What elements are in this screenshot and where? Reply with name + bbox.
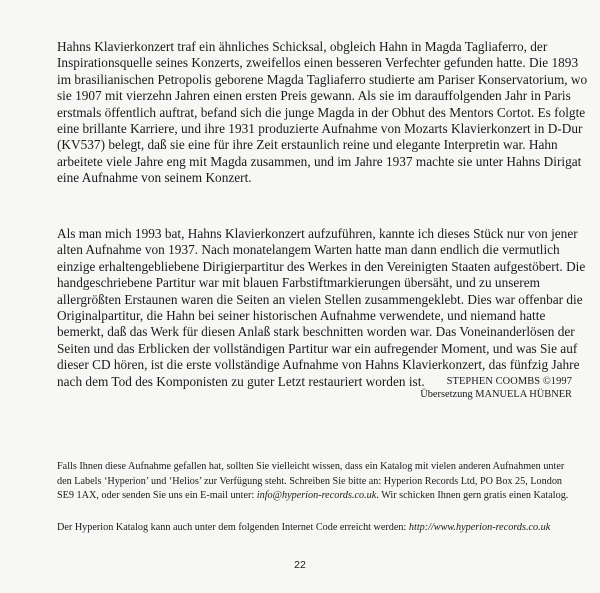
- catalog-note-text-after: . Wir schicken Ihnen gern gratis einen Katalog.: [376, 490, 569, 501]
- page-number: 22: [294, 559, 306, 571]
- catalog-note-text: Falls Ihnen diese Aufnahme gefallen hat, sollten Sie vielleicht wissen, dass ein Katalog mit vielen anderen Aufnahmen unter den Labels ‘Hyperion’ und ‘Helios’ zur Verfügung steht. Schreiben Sie bitte an: Hyperion Records Ltd, PO Box 25, London SE9 1AX, oder senden Sie uns ein E-mail unter:: [57, 461, 565, 501]
- website-link[interactable]: http://www.hyperion-records.co.uk: [408, 522, 551, 533]
- translation-credit: Übersetzung MANUELA HÜBNER: [420, 389, 572, 400]
- internet-note-text: Der Hyperion Katalog kann auch unter dem folgenden Internet Code erreicht werden:: [57, 522, 409, 533]
- body-paragraph-1: Hahns Klavierkonzert traf ein ähnliches Schicksal, obgleich Hahn in Magda Tagliaferro, der Inspirationsquelle seines Konzerts, zweifellos einen besseren Verfechter gefunden hatte. Die 1893 im brasilianischen Petropolis geborene Magda Tagliaferro studierte am Pariser Konservatorium, wo sie 1907 mit vierzehn Jahren einen ersten Preis gewann. Als sie im darauffolgenden Jahr in Paris erstmals öffentlich auftrat, befand sich die junge Magda in der Obhut des Mentors Cortot. Es folgte eine brillante Karriere, und ihre 1931 produzierte Aufnahme von Mozarts Klavierkonzert in D-Dur (KV537) belegt, daß sie eine für ihre Zeit erstaunlich reine und elegante Interpretin war. Hahn arbeitete viele Jahre eng mit Magda zusammen, und im Jahre 1937 machte sie unter Hahns Dirigat eine Aufnahme von seinem Konzert.: [57, 39, 588, 186]
- author-credit: STEPHEN COOMBS ©1997: [446, 376, 572, 387]
- email-link[interactable]: info@hyperion-records.co.uk: [256, 490, 377, 501]
- internet-note: [57, 521, 577, 536]
- catalog-note: [57, 460, 577, 504]
- body-paragraph-2: Als man mich 1993 bat, Hahns Klavierkonzert aufzuführen, kannte ich dieses Stück nur von jener alten Aufnahme von 1937. Nach monatelangem Warten hatte man dann endlich die vermutlich einzige erhaltengebliebene Dirigierpartitur des Werkes in den Vereinigten Staaten aufgestöbert. Die handgeschriebene Partitur war mit blauen Farbstiftmarkierungen übersäht, und zu unserem allergrößten Erstaunen waren die Seiten an vielen Stellen zusammengeklebt. Dies war offenbar die Originalpartitur, die Hahn bei seiner historischen Aufnahme verwendete, und niemand hatte bemerkt, daß das Werk für diesen Anlaß stark beschnitten worden war. Das Voneinanderlösen der Seiten und das Erblicken der vollständigen Partitur war ein aufregender Moment, und was Sie auf dieser CD hören, ist die erste vollständige Aufnahme von Hahns Klavierkonzert, das fünfzig Jahre nach dem Tod des Komponisten zu guter Letzt restauriert worden ist.: [57, 226, 586, 389]
